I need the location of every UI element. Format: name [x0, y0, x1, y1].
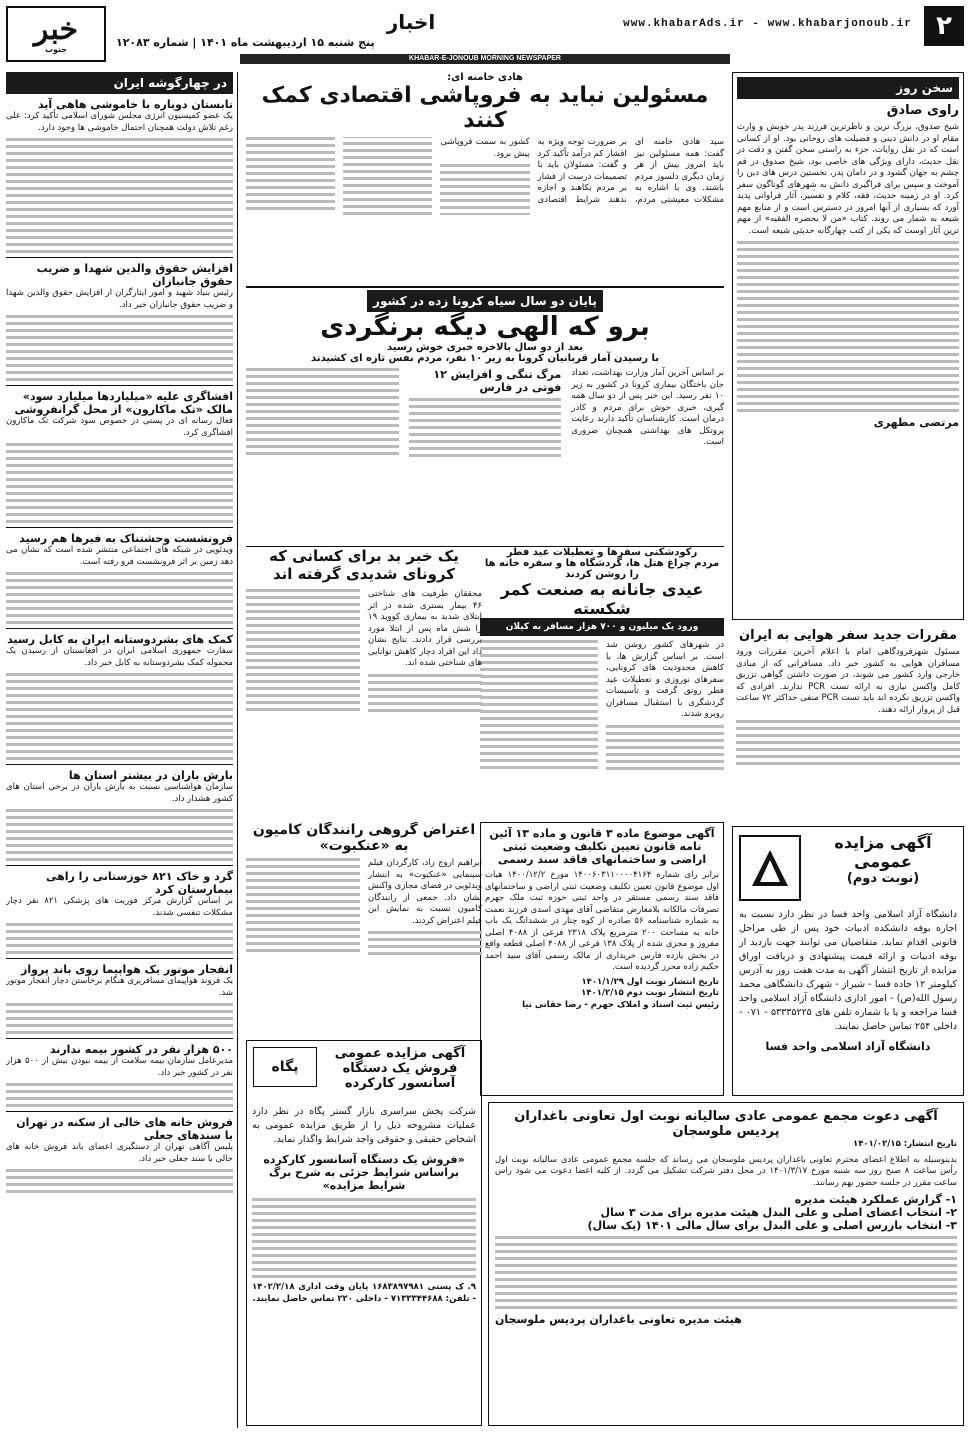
law-notice-signature: رئیس ثبت اسناد و املاک جهرم - رضا حقانی نیا [522, 999, 719, 1010]
travel-title: مقررات جدید سفر هوایی به ایران [738, 628, 958, 643]
eid-sub2: ورود یک میلیون و ۷۰۰ هزار مسافر به کیلان [480, 618, 724, 636]
left-story-title[interactable]: افزایش حقوق والدین شهدا و ضریب حقوق جانبازان [36, 262, 233, 288]
pegah-logo: پگاه [253, 1047, 317, 1087]
assembly-item: ۱- گزارش عملکرد هیئت مدیره [794, 1193, 957, 1206]
left-story-body: بر اساس گزارش مرکز فوریت های پزشکی ۸۲۱ نفر دچار مشکلات تنفسی شدند. [6, 896, 233, 918]
corona-sub2: با رسیدن آمار قربانیان کرونا به زیر ۱۰ نفر، مردم نفس تازه ای کشیدند [311, 353, 659, 364]
text-lines [6, 809, 233, 861]
assembly-signature: هیئت مدیره تعاونی باغداران پردیس ملوسجان [495, 1313, 742, 1326]
left-story-title[interactable]: افشاگری علیه «میلیاردها میلیارد سود» مالک «تک ماکارون» از محل گرانفروشی [14, 390, 233, 416]
elevator-contact: ۹. ک پستی ۱۶۸۳۸۹۷۹۸۱ پایان وقت اداری ۱۴۰۲/۲/۱۸ - تلفن: ۷۱۳۳۳۴۴۶۸۸ - داخلی ۲۲۰ تماس حاصل نمایند. [252, 1282, 476, 1304]
text-lines [6, 923, 233, 954]
corona-band: پایان دو سال سیاه کرونا زده در کشور [367, 290, 603, 312]
left-story-body: پلیس آگاهی تهران از دستگیری اعضای باند فروش خانه های خالی با سند جعلی خبر داد. [6, 1142, 233, 1164]
masthead-banner: KHABAR-E-JONOUB MORNING NEWSPAPER [240, 54, 730, 64]
law-notice-date2: تاریخ انتشار نوبت دوم ۱۴۰۱/۲/۱۵ [581, 988, 719, 998]
corona-body: بر اساس آخرین آمار وزارت بهداشت، تعداد جان باختگان بیماری کرونا در کشور به زیر ۱۰ نفر رسید. این خبر پس از دو سال همه گیری، خبری خوش برای مردم و کادر درمان است. کارشناسان تأکید دارند رعایت پروتکل های بهداشتی همچنان ضروری است. [571, 368, 724, 447]
logo-subtitle: جنوب [44, 44, 68, 54]
left-story-body: مدیرعامل سازمان بیمه سلامت از بیمه نبودن بیش از ۵۰۰ هزار نفر در کشور خبر داد. [6, 1056, 234, 1078]
university-emblem-icon [739, 835, 801, 901]
eid-sub: مردم چراغ هتل ها، گردشگاه ها و سفره خانه ها را روشن کردند [484, 558, 720, 580]
law-notice-body: برابر رای شماره ۱۴۰۰۶۰۳۱۱۰۰۰۰۴۱۶۴ مورخ ۱۴۰۰/۱۲/۲ هیات اول موضوع قانون تعیین تکلیف وضعیت ثبتی اراضی و ساختمانهای فاقد سند رسمی مستقر در واحد ثبتی حوزه ثبت ملک جهرم تصرفات مالکانه بلامعارض متقاضی آقای مهدی اسدی فرزند نعمت به شماره شناسنامه ۵۶ صادره از کوه چنار در ششدانگ یک باب خانه به مساحت ۲۰۰ مترمربع پلاک ۲۳۱۸ فرعی از ۴۰۸۸ اصلی مفروز و مجزی شده از پلاک ۱۳۸ فرعی از ۴۰۸۸ اصلی قطعه واقع در بخش یازده فارس خریداری از مالک رسمی آقای سید احمد حکیم زاده محرز گردیده است. [485, 870, 720, 972]
date-line: پنج شنبه ۱۵ اردیبهشت ماه ۱۴۰۱ | شماره ۱۲۰۸۳ [116, 36, 375, 49]
left-story-body: ویدئویی در شبکه های اجتماعی منتشر شده است که نشان می دهد زمین بر اثر فرونشست فرو رفته است. [6, 545, 233, 567]
text-lines [6, 1003, 233, 1034]
site-urls[interactable]: www.khabarAds.ir - www.khabarjonoub.ir [623, 18, 912, 30]
left-story-title[interactable]: ۵۰۰ هزار نفر در کشور بیمه ندارند [49, 1043, 233, 1056]
assembly-title: آگهی دعوت مجمع عمومی عادی سالیانه نوبت اول تعاونی باغداران پردیس ملوسجان [514, 1109, 938, 1139]
law-notice-date1: تاریخ انتشار نوبت اول ۱۴۰۱/۱/۲۹ [581, 976, 719, 987]
sokhan-rooz-author: مرتضی مطهری [873, 416, 959, 429]
text-lines [252, 1198, 476, 1278]
text-lines [737, 241, 959, 412]
main-story [246, 72, 724, 282]
drivers-story [246, 822, 482, 1036]
left-story-title[interactable]: بارش باران در بیشتر استان ها [68, 769, 233, 782]
left-story-title[interactable]: تابستان دوباره با خاموشی هاهی آید [37, 98, 233, 111]
left-story-title[interactable]: انفجار موتور یک هواپیما روی باند پرواز [21, 963, 233, 976]
corona-story [246, 286, 724, 542]
assembly-item: ۳- انتخاب بازرس اصلی و علی البدل برای سال مالی ۱۴۰۱ (یک سال) [587, 1219, 957, 1232]
left-column-label: در چهارگوشه ایران [6, 72, 233, 94]
main-headline[interactable]: مسئولین نباید به فروپاشی اقتصادی کمک کنند [261, 83, 709, 133]
text-lines [6, 1083, 233, 1107]
corona-headline[interactable]: برو که الهی دیگه برنگردی [320, 312, 650, 342]
drivers-headline[interactable]: اعتراض گروهی رانندگان کامیون به «عنکبوت» [252, 822, 476, 854]
illness-story [246, 546, 482, 816]
university-auction-ad [732, 826, 964, 1096]
assembly-date: تاریخ انتشار: ۱۴۰۱/۰۲/۱۵ [853, 1139, 957, 1149]
page-number: ۲ [924, 6, 964, 46]
illness-body: محققان طرفیت های شناختی ۴۶ بیمار بستری شده در اثر ابتلای شدید به بیماری کووید ۱۹ را شش ماه پس از ابتلا مورد بررسی قرار دادند. نتایج نشان داد این افراد دچار کاهش توانایی های شناختی شده اند. [368, 589, 482, 668]
corona-sub1: بعد از دو سال بالاخره خبری خوش رسید [386, 342, 584, 353]
text-lines [6, 572, 233, 624]
left-story-title[interactable]: فروش خانه های خالی از سکنه در تهران با سندهای جعلی [16, 1116, 233, 1142]
left-story-title[interactable]: کمک های بشردوستانه ایران به کابل رسید [7, 633, 233, 646]
text-lines [6, 673, 233, 760]
eid-headline[interactable]: عیدی جانانه به صنعت کمر شکسته [500, 580, 704, 618]
left-column [6, 72, 238, 1428]
main-kicker: هادی خامنه ای: [447, 72, 523, 83]
sokhan-rooz-title: راوی صادق [886, 103, 959, 118]
left-story-body: یک عضو کمیسیون انرژی مجلس شورای اسلامی تأکید کرد: علی رغم تلاش دولت همچنان احتمال خاموشی ها وجود دارد. [6, 111, 233, 133]
auction-round: (نوبت دوم) [846, 871, 920, 886]
drivers-body: ابراهیم اروج زاد، کارگردان فیلم سینمایی «عنکبوت» به انتشار ویدئویی در فضای مجازی واکنش نشان داد. جمعی از رانندگان کامیون نسبت به نمایش این فیلم اعتراض کردند. [368, 858, 482, 926]
left-story-title[interactable]: فرونشست وحشتناک به فبرها هم رسید [19, 532, 233, 545]
auction-signature: دانشگاه آزاد اسلامی واحد فسا [765, 1040, 931, 1053]
travel-story [732, 624, 964, 820]
eid-body: در شهرهای کشور روشن شد است. بر اساس گزارش ها، با کاهش محدودیت های کرونایی، سفرهای نوروزی و تعطیلات عید فطر رونق گرفت و تأسیسات گردشگری با استقبال مسافران روبرو شدند. [606, 640, 724, 719]
text-lines [736, 720, 960, 765]
text-lines [6, 1169, 233, 1193]
left-story-body: رئیس بنیاد شهید و امور ایثارگران از افزایش حقوق والدین شهدا و ضریب حقوق جانبازان خبر داد. [6, 288, 233, 310]
elevator-title: آگهی مزایده عمومی فروش یک دستگاه آسانسور کارکرده [334, 1046, 466, 1091]
left-story-body: سازمان هواشناسی نسبت به بارش باران در برخی استان های کشور هشدار داد. [6, 782, 233, 804]
auction-body: دانشگاه آزاد اسلامی واحد فسا در نظر دارد نسبت به اجاره بوفه دانشکده ادبیات خود پس از طی مراحل قانونی اقدام نماید. متقاضیان می توانند جهت بازدید از بوفه ادبیات و ارائه قیمت پیشنهادی و دریافت اوراق مزایده از تاریخ انتشار آگهی به مدت هفت روز به آدرس کیلومتر ۱۲ جاده فسا - شیراز - شهرک دانشگاهی محمد رسول الله(ص) - امور اداری دانشگاه آزاد اسلامی واحد فسا مراجعه و یا با شماره تلفن های ۵۳۳۳۵۲۲۵ - ۰۷۱ - داخلی ۲۵۴ تماس حاصل نمایند. [739, 909, 957, 1032]
law-notice-title: آگهی موضوع ماده ۳ قانون و ماده ۱۳ آئین نامه قانون تعیین تکلیف وضعیت ثبتی اراضی و ساختمانهای فاقد سند رسمی [489, 827, 715, 866]
sokhan-rooz-label: سخن روز [737, 77, 959, 99]
corona-side-title: مرگ تنگی و افزایش ۱۲ فوتی در فارس [433, 368, 562, 394]
left-story-title[interactable]: گرد و خاک ۸۲۱ خوزستانی را راهی بیمارستان کرد [45, 870, 233, 896]
newspaper-logo[interactable] [6, 6, 106, 62]
eid-story [480, 546, 724, 816]
elevator-body: شرکت پخش سراسری بازار گستر پگاه در نظر دارد عملیات مشروحه ذیل را از طریق مزایده عمومی به اشخاص حقیقی و حقوقی واجد شرایط واگذار نماید. [252, 1106, 476, 1145]
sokhan-rooz-box [732, 72, 964, 620]
text-lines [495, 1236, 957, 1309]
law-notice-ad [480, 822, 724, 1096]
main-body: سید هادی خامنه ای گفت: همه مسئولین نیز باید امروز بیش از هر زمان دیگری دلسوز مردم باشند. وی با اشاره به مشکلات معیشتی مردم، بر ضرورت توجه ویژه به اقشار کم درآمد تأکید کرد و گفت: مسئولان باید با تصمیمات درست از فشار بر مردم بکاهند و اجازه ندهند شرایط اقتصادی کشور به سمت فروپاشی پیش برود. [440, 137, 724, 205]
eid-kicker: رکودشکنی سفرها و تعطیلات عید فطر [506, 547, 698, 558]
text-lines [6, 315, 233, 381]
auction-title: آگهی مزایده عمومی [834, 833, 932, 871]
left-story-body: سفارت جمهوری اسلامی ایران در افغانستان از رسیدن یک محموله کمک بشردوستانه به کابل خبر داد. [6, 646, 233, 668]
assembly-item: ۲- انتخاب اعضای اصلی و علی البدل هیئت مدیره برای مدت ۳ سال [600, 1206, 957, 1219]
text-lines [6, 138, 233, 253]
left-story-body: یک فروند هواپیمای مسافربری هنگام برخاستن دچار انفجار موتور شد. [6, 976, 233, 998]
section-title: اخبار [386, 10, 436, 34]
travel-body: مسئول شهرفرودگاهی امام با اعلام آخرین مقررات ورود مسافران هوایی به کشور خبر داد. مسافرانی که از مبادی خارجی وارد کشور می شوند، در صورت داشتن گواهی تزریق کامل واکسن نیازی به ارائه تست PCR ندارند. افرادی که واکسن تزریق نکرده اند باید تست PCR منفی حداکثر ۷۲ ساعت قبل از پرواز ارائه دهند. [736, 647, 960, 715]
assembly-ad [488, 1102, 964, 1426]
elevator-item: «فروش یک دستگاه آسانسور کارکرده براساس شرایط جزئی به شرح برگ شرایط مزایده» [263, 1153, 465, 1192]
logo-text: خبر [33, 11, 79, 47]
left-story-body: فعال رسانه ای در پستی در خصوص سود شرکت تک ماکارون افشاگری کرد. [6, 416, 233, 438]
text-lines [6, 443, 233, 523]
illness-headline[interactable]: یک خبر بد برای کسانی که کرونای شدیدی گرفته اند [269, 547, 459, 583]
assembly-body: بدینوسیله به اطلاع اعضای محترم تعاونی باغداران پردیس ملوسجان می رساند که جلسه مجمع عمومی عادی سالیانه نوبت اول رأس ساعت ۸ صبح روز سه شنبه مورخ ۱۴۰۱/۳/۱۷ در محل دفتر شرکت تشکیل می گردد. از کلیه اعضا دعوت می شود راس ساعت مقرر در جلسه حضور بهم رسانند. [495, 1154, 957, 1188]
sokhan-rooz-body: شیخ صدوق، بزرگ ترین و ناظرترین فرزند پدر خویش و وارث مقام او در دانش دینی و فضیلت های روحانی بود. او از کسانی است که در نقل روایات، جزء به راستی سخن گفتن و دقت در نقل حدیث، دارای ویژگی های خاصی بود. شیخ صدوق در قم چشم به جهان گشود و در دامان پدر، نخستین درس های دین را آموخت و سپس برای فراگیری دانش به شهرهای گوناگون سفر کرد. او در زمینه حدیث، فقه، کلام و تفسیر، آثار فراوانی پدید آورد که بسیاری از آنها امروز در دسترس است و از منابع مهم شیعه به شمار می روند. کتاب «من لا یحضره الفقیه» از مهم ترین آثار اوست که یکی از کتب چهارگانه حدیثی شیعه است. [737, 122, 959, 236]
elevator-auction-ad [246, 1040, 482, 1426]
